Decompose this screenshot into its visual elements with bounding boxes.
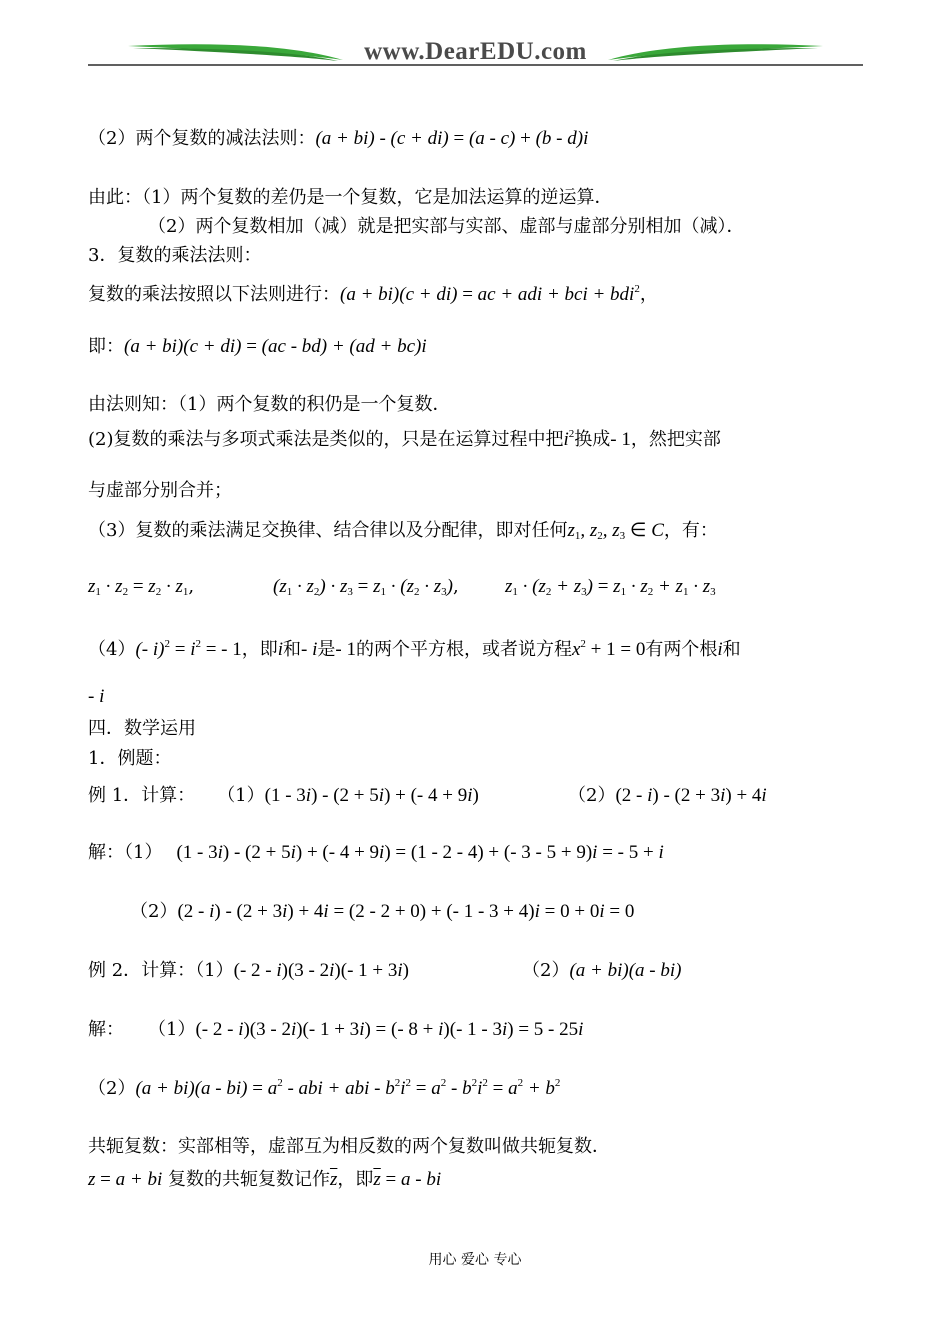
formula: $\overline{z} = a$ - bi: [373, 1169, 442, 1190]
formula: $(z_1 \cdot z_2) \cdot z_3 = z_1 \cdot (z_2 \cdot z_3)$: [273, 576, 453, 598]
formula: z = a + bi: [88, 1169, 163, 1190]
formula: (2 - i) - (2 + 3i) + 4i: [615, 785, 767, 806]
text: ，即: [337, 1169, 374, 1190]
text: 即：: [88, 336, 124, 357]
text: （1）: [217, 785, 265, 806]
text-line: $z_1 \cdot z_2 = z_2 \cdot z_1$,: [88, 576, 195, 598]
text-line: [88, 1017, 583, 1043]
text: 有两个根: [645, 639, 718, 660]
formula: (a + bi)(c + di) = ac + adi + bci + bdi$^2$: [340, 283, 640, 305]
formula: (a + bi)(a - bi): [569, 960, 682, 981]
text-line: 由此：（1）两个复数的差仍是一个复数，它是加法运算的逆运算．: [88, 187, 613, 208]
text-line: [88, 1076, 560, 1102]
text-line: [88, 282, 658, 308]
text: ，即: [241, 639, 278, 660]
text: 和: [722, 639, 741, 660]
text-line: 1．例题：: [88, 748, 172, 769]
text: (2)复数的乘法与多项式乘法是类似的，只是在运算过程中把: [88, 429, 564, 450]
text: （2）: [568, 785, 616, 806]
text: 复数的乘法按照以下法则进行：: [88, 284, 340, 305]
text: 例 2．计算：: [88, 960, 196, 981]
formula: $i^2$: [563, 428, 575, 450]
formula: $z_1$, $z_2$, $z_3$ ∈ C: [567, 520, 664, 542]
text: 换成: [574, 429, 611, 450]
page-footer: 用心 爱心 专心: [428, 1252, 522, 1268]
text: （4）: [88, 639, 136, 660]
text: （2）两个复数的减法法则：: [88, 128, 316, 149]
formula: - i: [88, 686, 105, 707]
text-line: [88, 126, 588, 152]
formula: (2 - i) - (2 + 3i) + 4i = (2 - 2 + 0) + (- 1 - 3 + 4)i = 0 + 0i = 0: [177, 901, 635, 922]
text: 解：: [88, 1019, 124, 1040]
text: （1）: [195, 960, 234, 981]
text-line: [505, 574, 716, 600]
text: 和: [283, 639, 302, 660]
text: 是: [317, 639, 336, 660]
text-line: [88, 840, 664, 866]
text: （2）: [522, 960, 570, 981]
text-line: [88, 1167, 441, 1193]
page-header: [88, 30, 863, 80]
section-heading: 四．数学运用: [88, 718, 196, 739]
text-line: [88, 518, 718, 544]
text: （2）: [130, 901, 178, 922]
text-line: [88, 427, 721, 453]
text-line: [568, 783, 767, 809]
formula: (a + bi)(c + di) = (ac - bd) + (ad + bc)i: [124, 336, 427, 357]
text: ，有：: [663, 520, 718, 541]
text-line: $(z_1 \cdot z_2) \cdot z_3 = z_1 \cdot (z_2 \cdot z_3)$,: [273, 576, 459, 598]
text-line: [88, 334, 427, 360]
formula: (1 - 3i) - (2 + 5i) + (- 4 + 9i): [264, 785, 479, 806]
formula: (1 - 3i) - (2 + 5i) + (- 4 + 9i) = (1 - 2 - 4) + (- 3 - 5 + 9)i = - 5 + i: [176, 842, 664, 863]
formula: $\overline{z}$: [329, 1169, 338, 1190]
formula: (- $i)^2 = i^2$ = - 1: [135, 638, 242, 660]
formula: $z_1 \cdot (z_2 + z_3) = z_1 \cdot z_2 + z_1 \cdot z_3$: [505, 576, 716, 598]
text: 例 1．计算：: [88, 785, 196, 806]
site-url: www.DearEDU.com: [364, 38, 587, 65]
text-line: （2）两个复数相加（减）就是把实部与实部、虚部与虚部分别相加（减）．: [148, 216, 745, 237]
text-line: [88, 684, 104, 710]
formula: (- 2 - i)(3 - 2i)(- 1 + 3i): [233, 960, 409, 981]
text: （2）: [88, 1078, 136, 1099]
text-line: [130, 899, 634, 925]
formula: (a + bi) - (c + di) = (a - c) + (b - d)i: [315, 128, 589, 149]
text: ，: [639, 284, 658, 305]
text: ，然把实部: [630, 429, 721, 450]
formula: $(a + bi)(a - bi) = a^2$ - abi + abi - $b^2i^2 = a^2 - b^2i^2 = a^2 + b^2$: [135, 1077, 561, 1099]
text-line: 3．复数的乘法法则：: [88, 245, 262, 266]
text-line: [88, 783, 479, 809]
text: 解：（1）: [88, 842, 163, 863]
text: （3）复数的乘法满足交换律、结合律以及分配律，即对任何: [88, 520, 568, 541]
text-line: [522, 958, 681, 984]
text-line: （4）(- $i)^2 = i^2$ = - 1，即i和- i是- 1的两个平方根，或者说方程$x^2 + 1 = 0$有两个根i和: [88, 638, 741, 660]
formula: (- 2 - i)(3 - 2i)(- 1 + 3i) = (- 8 + i)(- 1 - 3i) = 5 - 25i: [195, 1019, 584, 1040]
formula: - 1: [610, 429, 631, 450]
text: （1）: [148, 1019, 196, 1040]
text-line: 由法则知：（1）两个复数的积仍是一个复数．: [88, 394, 451, 415]
text-line: [88, 958, 409, 984]
text-line: 与虚部分别合并；: [88, 480, 232, 501]
text: 的两个平方根，或者说方程: [355, 639, 572, 660]
text-line: 共轭复数：实部相等，虚部互为相反数的两个复数叫做共轭复数．: [88, 1136, 610, 1157]
formula: $z_1 \cdot z_2 = z_2 \cdot z_1$: [88, 576, 189, 598]
text: 复数的共轭复数记作: [167, 1169, 330, 1190]
